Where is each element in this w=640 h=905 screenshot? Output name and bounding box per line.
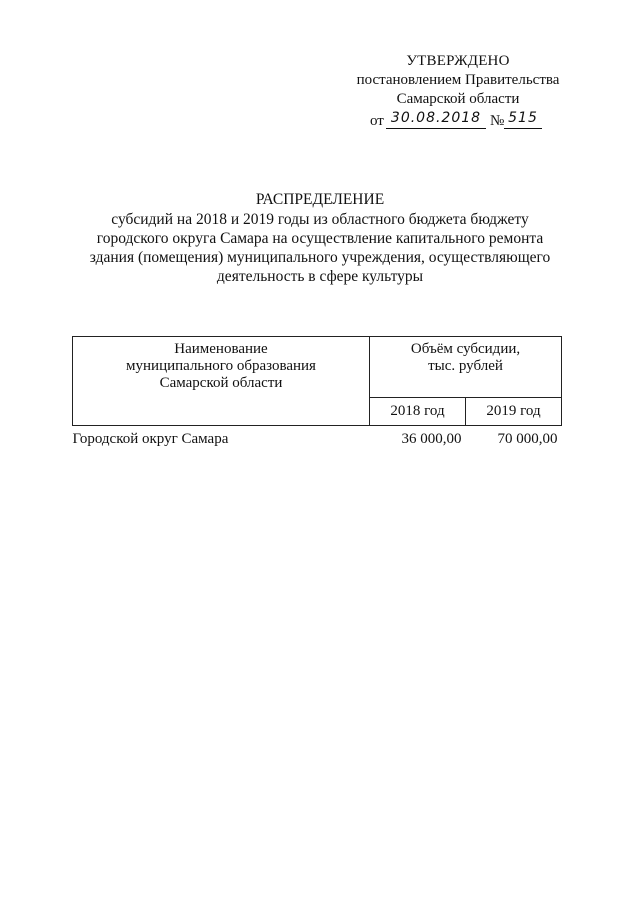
title-line-1: субсидий на 2018 и 2019 годы из областного бюджета бюджету	[111, 211, 529, 228]
number-prefix: №	[490, 113, 505, 129]
approval-number: 515	[504, 109, 542, 129]
header-municipality-line-3: Самарской области	[159, 375, 283, 391]
title-line-2: городского округа Самара на осуществление капитального ремонта	[96, 230, 544, 247]
approval-date: 30.08.2018	[386, 109, 486, 129]
approval-stamp	[352, 52, 564, 131]
title-line-3: здания (помещения) муниципального учреждения, осуществляющего	[89, 249, 551, 266]
header-municipality-line-2: муниципального образования	[126, 358, 316, 374]
title-heading: РАСПРЕДЕЛЕНИЕ	[255, 191, 385, 208]
header-year-2019: 2019 год	[466, 398, 562, 426]
row-value-2019: 70 000,00	[497, 430, 558, 447]
approval-date-line	[352, 109, 564, 131]
date-prefix: от	[370, 113, 384, 129]
approval-line-2: Самарской области	[396, 91, 520, 107]
header-year-2018: 2018 год	[370, 398, 466, 426]
title-line-4: деятельность в сфере культуры	[216, 268, 424, 285]
document-title	[60, 190, 580, 286]
approval-line-1: постановлением Правительства	[356, 72, 560, 88]
table-row	[73, 426, 562, 451]
approval-heading: УТВЕРЖДЕНО	[406, 53, 510, 69]
subsidy-table	[72, 336, 562, 450]
row-municipality-name: Городской округ Самара	[72, 430, 229, 447]
header-municipality-line-1: Наименование	[174, 341, 268, 357]
header-volume	[370, 337, 562, 398]
table-header-row	[73, 337, 562, 398]
row-value-2018: 36 000,00	[401, 430, 462, 447]
header-municipality	[73, 337, 370, 426]
header-volume-line-2: тыс. рублей	[428, 358, 503, 374]
header-volume-line-1: Объём субсидии,	[410, 341, 521, 357]
